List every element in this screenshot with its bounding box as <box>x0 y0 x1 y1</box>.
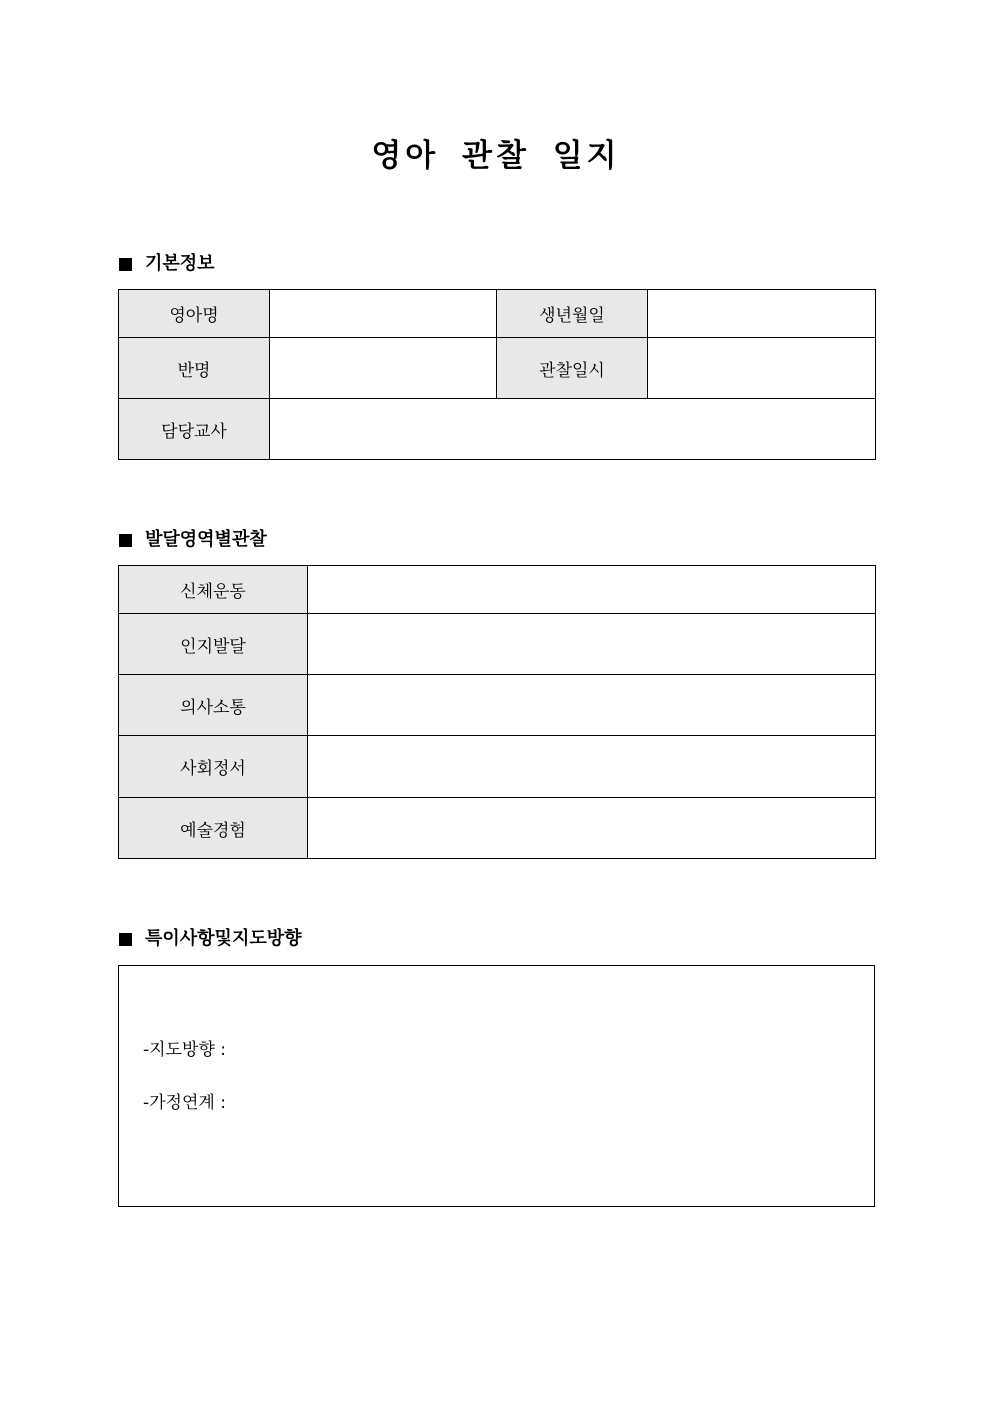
birth-date-field[interactable] <box>648 290 876 338</box>
notes-heading <box>119 927 302 951</box>
development-table <box>118 565 876 859</box>
art-experience-field[interactable] <box>308 798 876 859</box>
art-experience-label: 예술경험 <box>119 798 308 859</box>
square-bullet-icon <box>119 258 132 271</box>
guidance-label: -지도방향 : <box>143 1040 226 1060</box>
square-bullet-icon <box>119 933 132 946</box>
cognitive-development-label: 인지발달 <box>119 614 308 675</box>
home-link-label: -가정연계 : <box>143 1093 226 1113</box>
development-heading <box>119 528 267 552</box>
birth-date-label: 생년월일 <box>497 290 648 338</box>
communication-field[interactable] <box>308 675 876 736</box>
basic-info-heading-text: 기본정보 <box>145 253 215 274</box>
basic-info-heading <box>119 252 215 276</box>
cognitive-development-field[interactable] <box>308 614 876 675</box>
observation-date-field[interactable] <box>648 338 876 399</box>
basic-info-table <box>118 289 876 460</box>
teacher-label: 담당교사 <box>119 399 270 460</box>
notes-box[interactable] <box>118 965 875 1207</box>
table-row <box>119 290 876 338</box>
social-emotional-field[interactable] <box>308 736 876 798</box>
table-row <box>119 675 876 736</box>
social-emotional-label: 사회정서 <box>119 736 308 798</box>
class-name-label: 반명 <box>119 338 270 399</box>
notes-heading-text: 특이사항및지도방향 <box>145 928 302 949</box>
table-row <box>119 399 876 460</box>
teacher-field[interactable] <box>270 399 876 460</box>
table-row <box>119 566 876 614</box>
class-name-field[interactable] <box>270 338 497 399</box>
physical-movement-field[interactable] <box>308 566 876 614</box>
infant-name-label: 영아명 <box>119 290 270 338</box>
physical-movement-label: 신체운동 <box>119 566 308 614</box>
page-title: 영아 관찰 일지 <box>371 138 621 174</box>
observation-date-label: 관찰일시 <box>497 338 648 399</box>
table-row <box>119 338 876 399</box>
development-heading-text: 발달영역별관찰 <box>145 529 267 550</box>
table-row <box>119 736 876 798</box>
communication-label: 의사소통 <box>119 675 308 736</box>
infant-name-field[interactable] <box>270 290 497 338</box>
table-row <box>119 614 876 675</box>
table-row <box>119 798 876 859</box>
square-bullet-icon <box>119 534 132 547</box>
